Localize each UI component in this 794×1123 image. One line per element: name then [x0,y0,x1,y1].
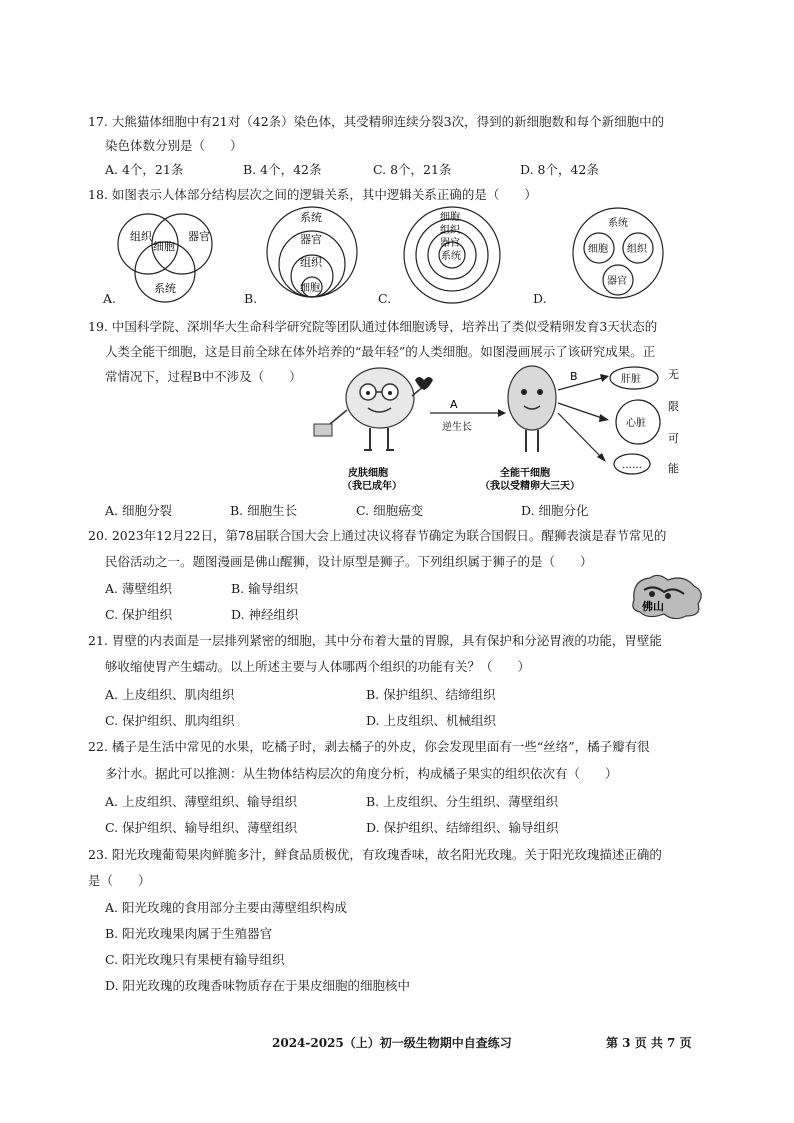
q22-stem-line2: 多汁水。据此可以推测：从生物体结构层次的角度分析，构成橘子果实的组织依次有（ ） [105,766,618,781]
q18-diagram-d [566,206,671,302]
reverse-growth-label: 逆生长 [442,422,472,433]
heart-label: 心脏 [626,418,646,429]
liver-label: 肝脏 [621,374,641,385]
q20-option-b: B. 输导组织 [231,581,299,596]
page-number: 第 3 页 共 7 页 [606,1036,692,1050]
q22-option-a: A. 上皮组织、薄壁组织、输导组织 [105,794,297,809]
side-char-2: 限 [668,400,679,413]
diag-b-tissue: 组织 [300,256,322,269]
q19-stem-line1: 19. 中国科学院、深圳华大生命科学研究院等团队通过体细胞诱导，培养出了类似受精卵发育3天状态的 [88,319,658,334]
other-label: …… [622,460,642,471]
diag-c-cell: 细胞 [440,212,460,223]
q17-stem-line2: 染色体数分别是（ ） [105,138,243,153]
q18-diagram-a [100,206,230,306]
q20-stem-line2: 民俗活动之一。题图漫画是佛山醒狮，设计原型是狮子。下列组织属于狮子的是（ ） [105,554,593,569]
q17-option-c: C. 8个，21条 [373,162,452,177]
q18-stem: 18. 如图表示人体部分结构层次之间的逻辑关系，其中逻辑关系正确的是（ ） [88,187,537,202]
diag-a-organ: 器官 [188,230,210,243]
q21-option-b: B. 保护组织、结缔组织 [366,687,496,702]
arrow-b-label: B [570,370,578,383]
side-char-3: 可 [668,432,679,445]
q21-option-c: C. 保护组织、肌肉组织 [105,713,235,728]
q23-option-a: A. 阳光玫瑰的食用部分主要由薄壁组织构成 [105,900,347,915]
q18-letter-c: C. [378,291,392,306]
q22-option-d: D. 保护组织、结缔组织、输导组织 [366,820,559,835]
q19-option-d: D. 细胞分化 [521,503,589,518]
side-char-4: 能 [668,462,679,475]
lion-text: 佛山 [642,600,664,613]
diag-b-system: 系统 [300,211,322,224]
arrow-a-label: A [450,398,458,411]
diag-c-system: 系统 [441,251,461,262]
q17-option-b: B. 4个，42条 [243,162,322,177]
q18-diagram-b [258,206,368,302]
q18-letter-b: B. [244,291,258,306]
diag-d-cell: 细胞 [588,244,608,255]
q21-stem-line2: 够收缩使胃产生蠕动。以上所述主要与人体哪两个组织的功能有关？（ ） [105,659,531,674]
diag-b-organ: 器官 [300,233,322,246]
q23-option-c: C. 阳光玫瑰只有果梗有输导组织 [105,952,285,967]
q19-figure [300,358,695,498]
q23-stem-line2: 是（ ） [88,873,151,888]
q18-diagram-c [400,206,505,306]
q22-stem-line1: 22. 橘子是生活中常见的水果，吃橘子时，剥去橘子的外皮，你会发现里面有一些“丝络”，橘子瓣有很 [88,739,650,754]
diag-c-tissue: 组织 [440,225,460,236]
heart-icon [415,377,433,390]
q19-option-c: C. 细胞癌变 [356,503,424,518]
footer-title: 2024-2025（上）初一级生物期中自查练习 [272,1036,512,1050]
q19-option-a: A. 细胞分裂 [105,503,172,518]
diag-a-system: 系统 [154,282,176,295]
diag-c-organ: 器官 [440,238,460,249]
basket-icon [314,424,332,436]
diag-b-cell: 细胞 [300,283,320,294]
diag-d-tissue: 组织 [627,244,647,255]
q20-option-d: D. 神经组织 [231,607,299,622]
q23-option-d: D. 阳光玫瑰的玫瑰香味物质存在于果皮细胞的细胞核中 [105,978,411,993]
q19-stem-line2: 人类全能干细胞，这是目前全球在体外培养的“最年轻”的人类细胞。如图漫画展示了该研究成果。正 [105,344,656,359]
q21-option-a: A. 上皮组织、肌肉组织 [105,687,235,702]
q18-letter-d: D. [533,291,547,306]
q19-option-b: B. 细胞生长 [230,503,298,518]
stem-cell-label: 全能干细胞 [500,468,550,479]
diag-a-tissue: 组织 [130,230,152,243]
stem-cell-cartoon [508,366,556,452]
q23-option-b: B. 阳光玫瑰果肉属于生殖器官 [105,926,273,941]
q20-option-a: A. 薄壁组织 [105,581,172,596]
q17-option-a: A. 4个，21条 [105,162,184,177]
diag-d-system: 系统 [608,218,628,229]
q22-option-b: B. 上皮组织、分生组织、薄壁组织 [366,794,559,809]
q21-stem-line1: 21. 胃壁的内表面是一层排列紧密的细胞，其中分布着大量的胃腺，具有保护和分泌胃液的功能，胃壁能 [88,633,662,648]
skin-cell-label: 皮肤细胞 [348,468,388,479]
diag-a-cell: 细胞 [153,240,175,253]
skin-cell-sublabel: （我已成年） [342,481,402,492]
lion-dance-cartoon [628,570,708,625]
q21-option-d: D. 上皮组织、机械组织 [366,713,497,728]
stem-cell-sublabel: （我以受精卵大三天） [480,481,580,492]
diag-d-organ: 器官 [607,276,627,287]
q20-stem-line1: 20. 2023年12月22日，第78届联合国大会上通过决议将春节确定为联合国假日。醒狮表演是春节常见的 [88,528,667,543]
q22-option-c: C. 保护组织、输导组织、薄壁组织 [105,820,298,835]
q20-option-c: C. 保护组织 [105,607,173,622]
skin-cell-cartoon [314,368,433,450]
q17-stem-line1: 17. 大熊猫体细胞中有21对（42条）染色体，其受精卵连续分裂3次，得到的新细胞数和每个新细胞中的 [88,114,665,129]
q18-letter-a: A. [103,291,117,306]
q17-option-d: D. 8个，42条 [520,162,599,177]
q19-stem-line3: 常情况下，过程B中不涉及（ ） [105,369,302,384]
side-char-1: 无 [668,368,679,381]
q23-stem-line1: 23. 阳光玫瑰葡萄果肉鲜脆多汁，鲜食品质极优，有玫瑰香味，故名阳光玫瑰。关于阳光玫瑰描述正确的 [88,847,662,862]
